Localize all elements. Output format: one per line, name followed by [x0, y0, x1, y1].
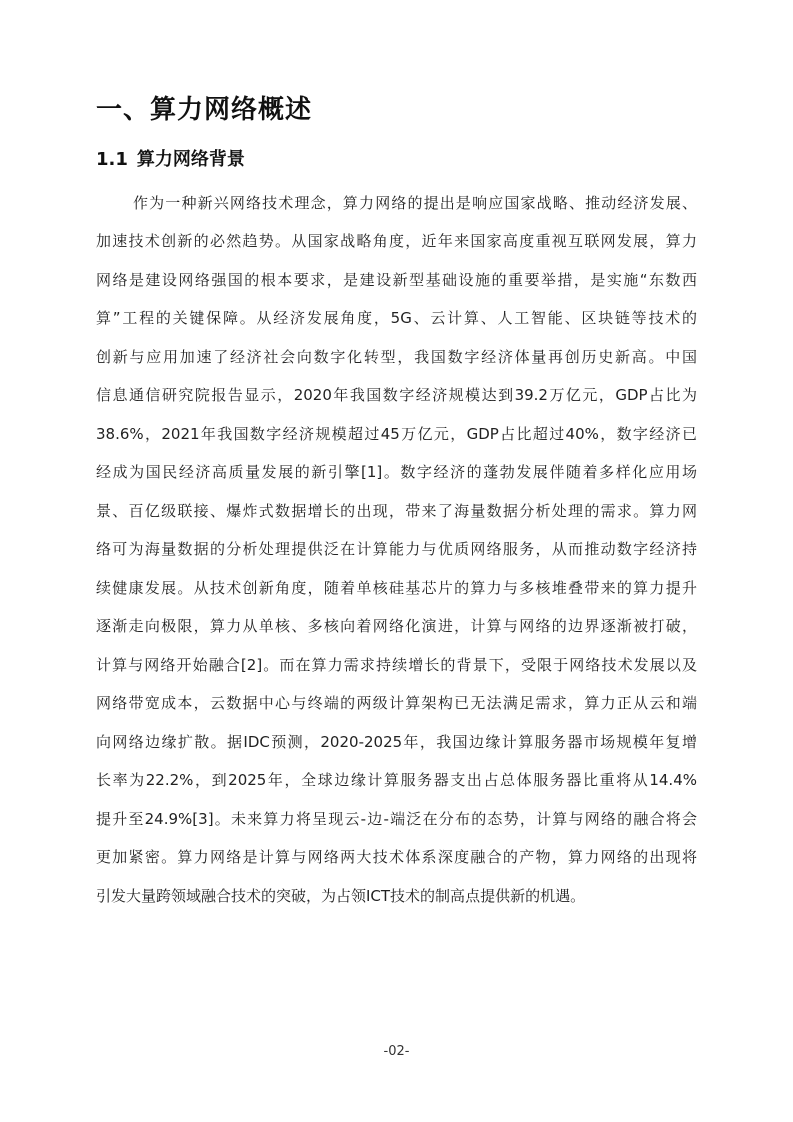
- paragraph-line: 向网络边缘扩散。据IDC预测，2020-2025年，我国边缘计算服务器市场规模年复增: [96, 733, 697, 751]
- paragraph-line: 络可为海量数据的分析处理提供泛在计算能力与优质网络服务，从而推动数字经济持: [96, 540, 697, 558]
- subsection-title: 算力网络背景: [136, 149, 245, 170]
- subsection-heading: [96, 145, 245, 171]
- paragraph-line: 计算与网络开始融合[2]。而在算力需求持续增长的背景下，受限于网络技术发展以及: [96, 656, 697, 674]
- page-number: -02-: [383, 1044, 410, 1059]
- paragraph-line: 38.6%，2021年我国数字经济规模超过45万亿元，GDP占比超过40%，数字经济已: [96, 425, 697, 443]
- paragraph-line: 提升至24.9%[3]。未来算力将呈现云-边-端泛在分布的态势，计算与网络的融合将会: [96, 810, 697, 828]
- paragraph-line: 作为一种新兴网络技术理念，算力网络的提出是响应国家战略、推动经济发展、: [133, 194, 697, 212]
- paragraph-line: 长率为22.2%，到2025年，全球边缘计算服务器支出占总体服务器比重将从14.4%: [96, 771, 697, 789]
- section-heading: 一、算力网络概述: [96, 95, 313, 125]
- paragraph-line: 经成为国民经济高质量发展的新引擎[1]。数字经济的蓬勃发展伴随着多样化应用场: [96, 463, 697, 481]
- paragraph-line: 景、百亿级联接、爆炸式数据增长的出现，带来了海量数据分析处理的需求。算力网: [96, 502, 697, 520]
- paragraph-line: 逐渐走向极限，算力从单核、多核向着网络化演进，计算与网络的边界逐渐被打破，: [96, 617, 697, 635]
- paragraph-line: 续健康发展。从技术创新角度，随着单核硅基芯片的算力与多核堆叠带来的算力提升: [96, 579, 697, 597]
- subsection-number: 1.1: [96, 149, 128, 170]
- paragraph-line: 信息通信研究院报告显示，2020年我国数字经济规模达到39.2万亿元，GDP占比为: [96, 386, 697, 404]
- paragraph-line: 加速技术创新的必然趋势。从国家战略角度，近年来国家高度重视互联网发展，算力: [96, 232, 697, 250]
- paragraph-line: 引发大量跨领域融合技术的突破，为占领ICT技术的制高点提供新的机遇。: [96, 887, 586, 905]
- paragraph-line: 网络带宽成本，云数据中心与终端的两级计算架构已无法满足需求，算力正从云和端: [96, 694, 697, 712]
- paragraph-line: 创新与应用加速了经济社会向数字化转型，我国数字经济体量再创历史新高。中国: [96, 348, 697, 366]
- paragraph-line: 更加紧密。算力网络是计算与网络两大技术体系深度融合的产物，算力网络的出现将: [96, 848, 697, 866]
- paragraph-line: 算”工程的关键保障。从经济发展角度，5G、云计算、人工智能、区块链等技术的: [96, 309, 697, 327]
- paragraph-line: 网络是建设网络强国的根本要求，是建设新型基础设施的重要举措，是实施“东数西: [96, 271, 697, 289]
